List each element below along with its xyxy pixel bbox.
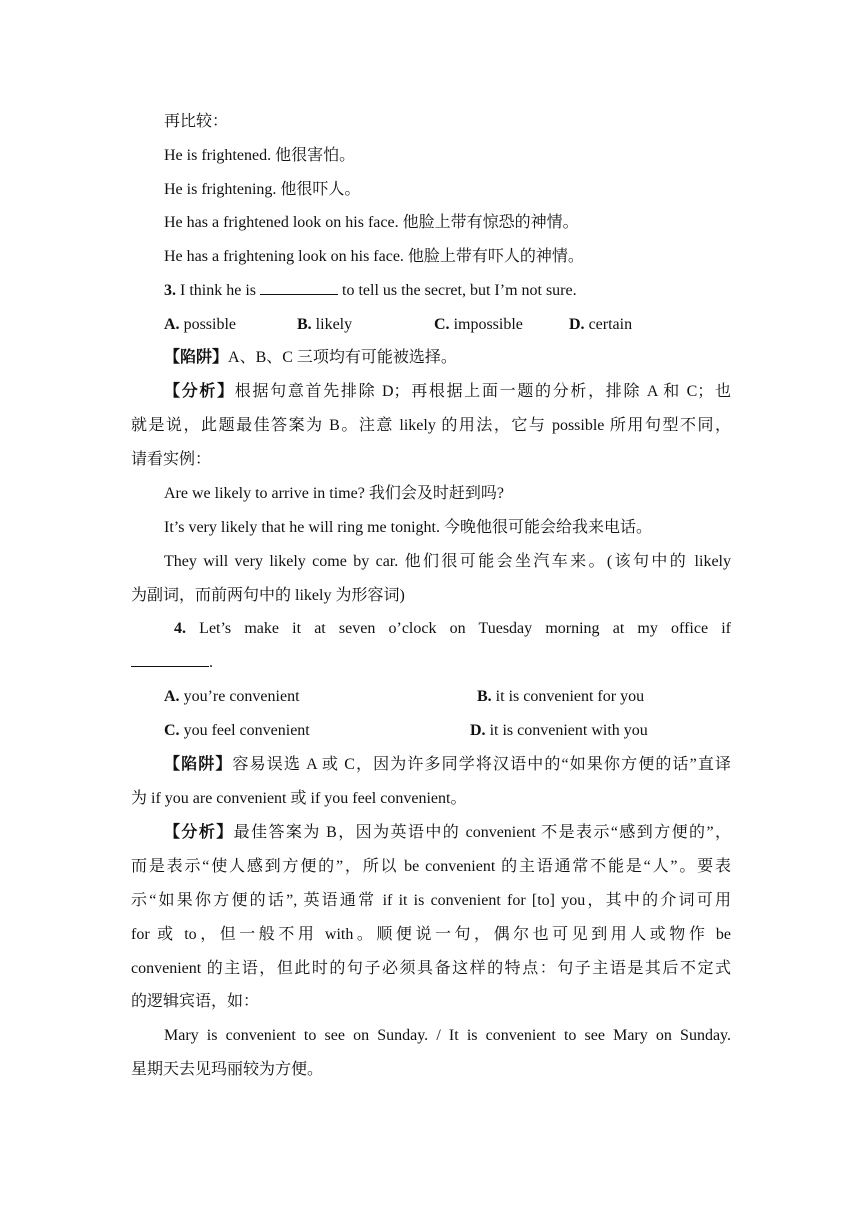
example-line: 为副词，而前两句中的 likely 为形容词) xyxy=(131,587,405,604)
answer-blank xyxy=(131,652,209,667)
question-number: 4. xyxy=(174,620,186,637)
example-line: They will very likely come by car. 他们很可能会坐汽车来。(该句中的 likely xyxy=(164,553,731,570)
option-c: C. impossible xyxy=(434,316,523,333)
option-d: D. certain xyxy=(569,316,633,333)
text-line: He has a frightened look on his face. 他脸上带有惊恐的神情。 xyxy=(164,214,579,231)
option-b: B. likely xyxy=(297,316,353,333)
analysis-line: 示“如果你方便的话”, 英语通常 if it is convenient for [to] you，其中的介词可用 xyxy=(131,892,731,909)
question-4-stem-end: . xyxy=(131,652,731,674)
option-c: C. you feel convenient xyxy=(164,722,310,739)
text-line: He has a frightening look on his face. 他脸上带有吓人的神情。 xyxy=(164,248,584,265)
trap-note: 为 if you are convenient 或 if you feel convenient。 xyxy=(131,790,467,807)
analysis-line: 【分析】根据句意首先排除 D；再根据上面一题的分析，排除 A 和 C；也 xyxy=(164,383,731,400)
example-line: Mary is convenient to see on Sunday. / It is convenient to see Mary on Sunday. xyxy=(164,1027,731,1044)
option-d: D. it is convenient with you xyxy=(470,722,648,739)
text-line: He is frightening. 他很吓人。 xyxy=(164,181,361,198)
analysis-line: for 或 to，但一般不用 with。顺便说一句，偶尔也可见到用人或物作 be xyxy=(131,926,731,943)
text-line: 再比较： xyxy=(164,113,229,130)
analysis-line: 而是表示“使人感到方便的”，所以 be convenient 的主语通常不能是“人”。要表 xyxy=(131,858,731,875)
question-number: 3. xyxy=(164,282,176,299)
option-a: A. you’re convenient xyxy=(164,688,300,705)
question-4-stem: 4. Let’s make it at seven o’clock on Tuesday morning at my office if xyxy=(174,620,731,637)
analysis-line: 的逻辑宾语，如： xyxy=(131,993,260,1010)
option-b: B. it is convenient for you xyxy=(477,688,645,705)
trap-note: 【陷阱】容易误选 A 或 C，因为许多同学将汉语中的“如果你方便的话”直译 xyxy=(164,756,731,773)
analysis-line: 就是说，此题最佳答案为 B。注意 likely 的用法，它与 possible 所用句型不同， xyxy=(131,417,731,434)
analysis-line: convenient 的主语，但此时的句子必须具备这样的特点：句子主语是其后不定式 xyxy=(131,960,731,977)
example-line: It’s very likely that he will ring me tonight. 今晚他很可能会给我来电话。 xyxy=(164,519,652,536)
analysis-line: 请看实例： xyxy=(131,451,212,468)
trap-note: 【陷阱】A、B、C 三项均有可能被选择。 xyxy=(164,349,457,366)
answer-blank xyxy=(260,280,338,295)
example-line: Are we likely to arrive in time? 我们会及时赶到吗? xyxy=(164,485,504,502)
text-line: He is frightened. 他很害怕。 xyxy=(164,147,356,164)
question-3-stem: 3. I think he is to tell us the secret, but I’m not sure. xyxy=(164,282,577,299)
analysis-line: 【分析】最佳答案为 B，因为英语中的 convenient 不是表示“感到方便的”， xyxy=(164,824,731,841)
option-a: A. possible xyxy=(164,316,237,333)
example-line: 星期天去见玛丽较为方便。 xyxy=(131,1061,324,1078)
